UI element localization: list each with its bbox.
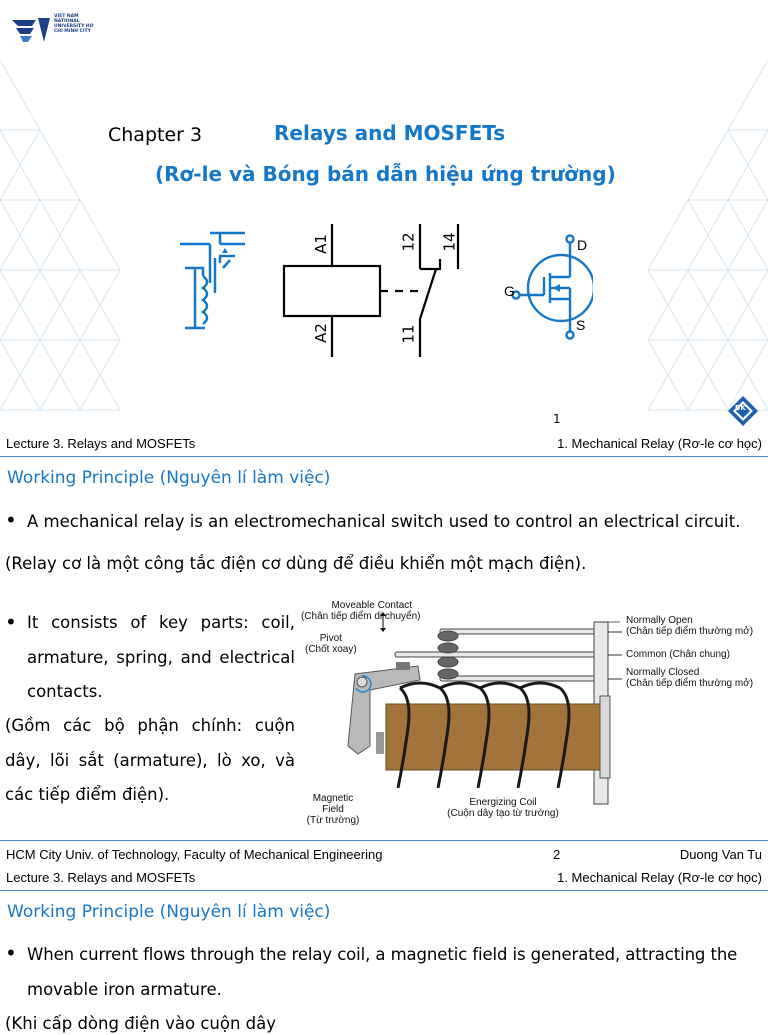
bullet2-line: contacts. (27, 682, 103, 701)
slide2-footer-page: 2 (553, 847, 561, 862)
label-pivot: Pivot (Chốt xoay) (305, 633, 357, 655)
slide2-footer (0, 843, 768, 865)
slide2-footer-right: Duong Van Tu (679, 847, 762, 862)
chapter-label: Chapter 3 (108, 124, 203, 146)
triangle-pattern-left (0, 0, 150, 432)
slide3-section-title: Working Principle (Nguyên lí làm việc) (7, 902, 331, 922)
slide-subtitle: (Rơ-le và Bóng bán dẫn hiệu ứng trường) (155, 162, 616, 186)
slide2-footer-rule (0, 840, 768, 841)
relay-coil-symbol-icon (175, 228, 250, 343)
mosfet-pin-s: S (576, 317, 586, 333)
label-magnetic-field: Magnetic Field (Từ trường) (306, 793, 360, 826)
bullet2-vi-line: dây, lõi sắt (armature), lò xo, và (5, 750, 295, 770)
slide2-bullet1: A mechanical relay is an electromechanical switch used to control an electrical circuit. (27, 512, 741, 531)
relay-pin-11: 11 (399, 324, 418, 344)
slide-title: Relays and MOSFETs (274, 121, 506, 145)
slide3-bullet1-line1: When current flows through the relay coil, a magnetic field is generated, attracting the (27, 945, 738, 964)
university-logo-text: VIET NAM NATIONAL UNIVERSITY HO CHI MINH CITY (54, 14, 94, 34)
bullet2-vi-line: các tiếp điểm điện). (5, 785, 170, 804)
triangle-pattern-right (600, 0, 768, 432)
slide3-bullet1-line2: movable iron armature. (27, 980, 222, 999)
slide3-header-left: Lecture 3. Relays and MOSFETs (6, 870, 196, 885)
slide2-bullet2 (27, 606, 295, 710)
slide2-header (0, 432, 768, 454)
label-moveable-contact: Moveable Contact (Chân tiếp điểm di chuyển) (301, 600, 421, 622)
label-common: Common (Chân chung) (626, 649, 730, 660)
slide2-header-rule (0, 456, 768, 457)
slide2-bullet2-vi (5, 709, 295, 813)
bullet2-line: armature, spring, and electrical (27, 647, 295, 667)
slide3-header-rule (0, 890, 768, 891)
relay-pin-a2: A2 (311, 323, 330, 343)
slide1-page-number: 1 (553, 412, 561, 426)
bullet-dot: • (5, 508, 17, 532)
bullet-dot: • (5, 610, 17, 634)
slide2-header-left: Lecture 3. Relays and MOSFETs (6, 436, 196, 451)
slide2-footer-left: HCM City Univ. of Technology, Faculty of Mechanical Engineering (6, 847, 383, 862)
relay-pin-14: 14 (440, 232, 459, 252)
slide2-bullet1-vi: (Relay cơ là một công tắc điện cơ dùng để điều khiển một mạch điện). (5, 554, 587, 573)
bullet2-line: It consists of key parts: coil, (27, 613, 295, 632)
bullet-dot: • (5, 941, 17, 965)
bk-logo-text: BK (735, 404, 746, 412)
slide3-header-right: 1. Mechanical Relay (Rơ-le cơ học) (557, 870, 762, 885)
mosfet-pin-d: D (577, 237, 588, 253)
slide3-header (0, 866, 768, 888)
slide3-bullet1-vi-partial: (Khi cấp dòng điện vào cuộn dây (5, 1014, 276, 1033)
label-normally-closed: Normally Closed (Chân tiếp điểm thường mở) (626, 667, 754, 689)
label-energizing-coil: Energizing Coil (Cuộn dây tạo từ trường) (447, 797, 559, 819)
relay-pin-a1: A1 (311, 234, 330, 254)
label-normally-open: Normally Open (Chân tiếp điểm thường mở) (626, 615, 754, 637)
slide2-header-right: 1. Mechanical Relay (Rơ-le cơ học) (557, 436, 762, 451)
mosfet-pin-g: G (504, 283, 515, 299)
slide2-section-title: Working Principle (Nguyên lí làm việc) (7, 468, 331, 488)
bullet2-vi-line: (Gồm các bộ phận chính: cuộn (5, 716, 295, 735)
title-slide (0, 0, 768, 432)
relay-pin-12: 12 (399, 232, 418, 252)
